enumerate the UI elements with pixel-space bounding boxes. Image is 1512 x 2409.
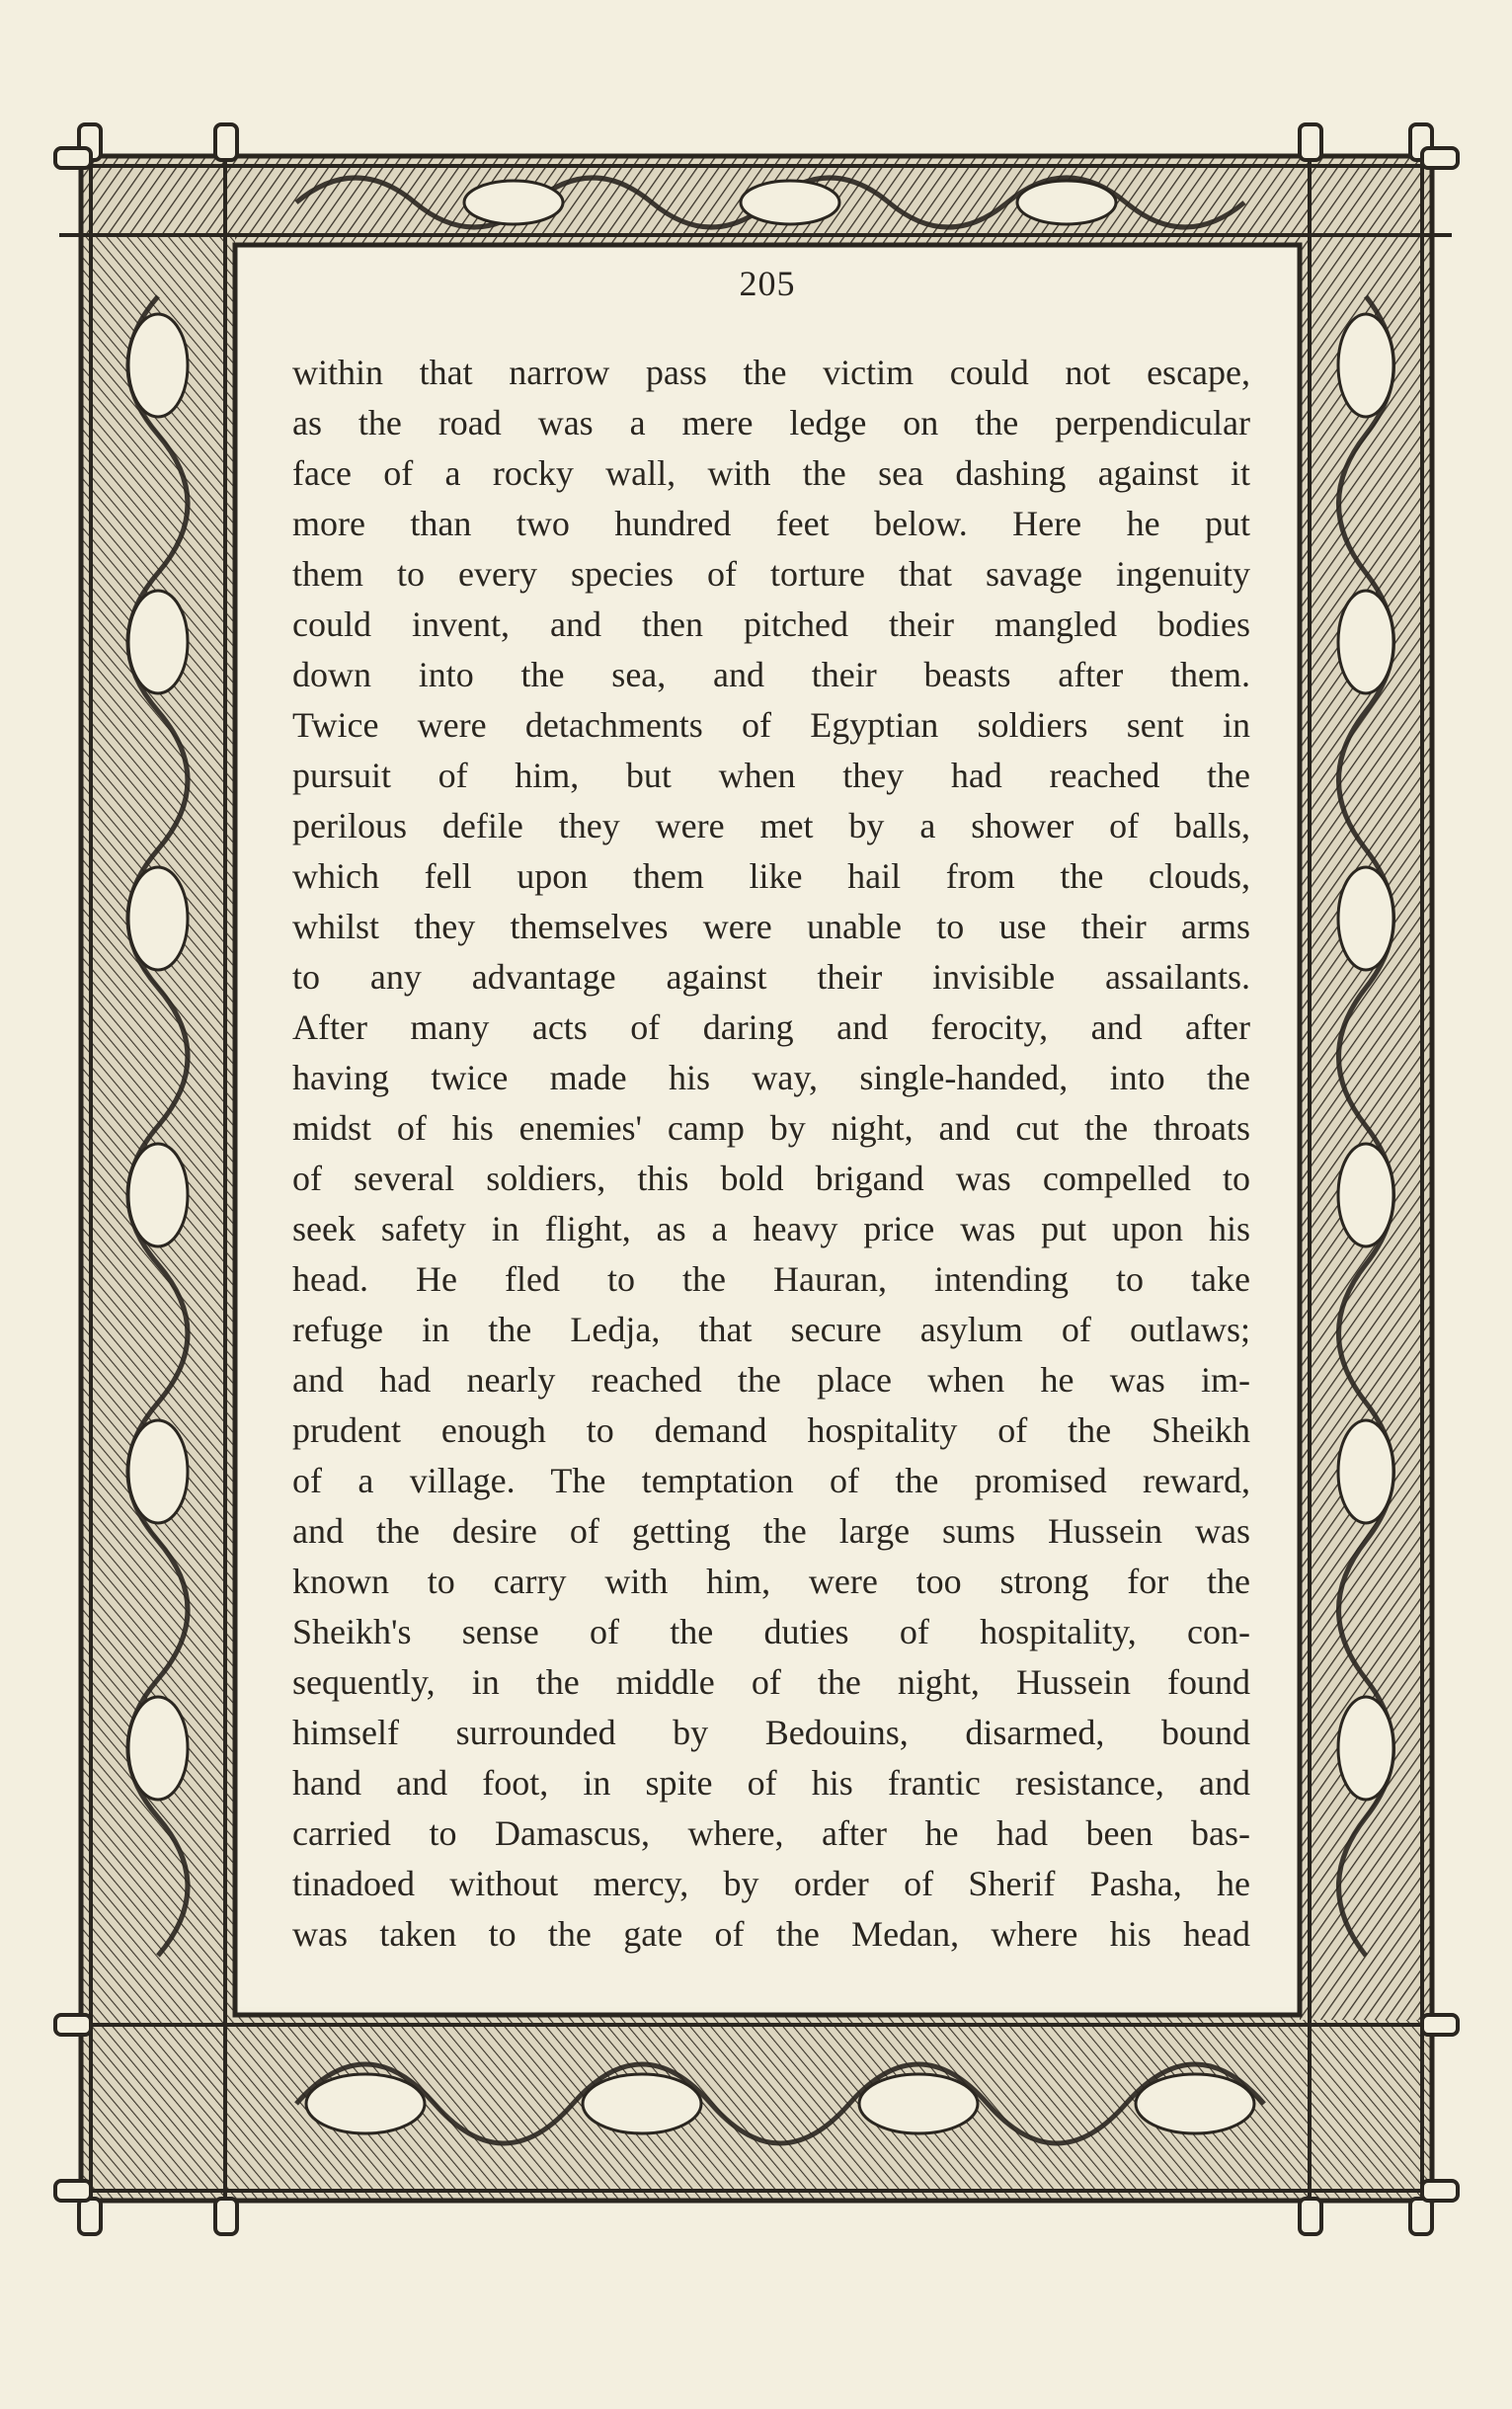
body-text <box>292 348 1250 1960</box>
text-line: and the desire of getting the large sums Hussein was <box>292 1511 1250 1551</box>
text-line: refuge in the Ledja, that secure asylum of outlaws; <box>292 1310 1250 1349</box>
text-line: could invent, and then pitched their mangled bodies <box>292 604 1250 644</box>
text-line: which fell upon them like hail from the clouds, <box>292 856 1250 896</box>
text-line: of several soldiers, this bold brigand was compelled to <box>292 1159 1250 1198</box>
page-number: 205 <box>739 264 796 303</box>
text-line: them to every species of torture that savage ingenuity <box>292 554 1250 594</box>
text-line: Sheikh's sense of the duties of hospitality, con- <box>292 1612 1250 1651</box>
text-line: perilous defile they were met by a shower of balls, <box>292 806 1250 845</box>
text-line: carried to Damascus, where, after he had been bas- <box>292 1813 1250 1853</box>
text-line: head. He fled to the Hauran, intending to take <box>292 1259 1250 1299</box>
text-line: within that narrow pass the victim could not escape, <box>292 353 1250 392</box>
text-line: of a village. The temptation of the promised reward, <box>292 1461 1250 1500</box>
text-line: face of a rocky wall, with the sea dashing against it <box>292 453 1250 493</box>
text-line: seek safety in flight, as a heavy price was put upon his <box>292 1209 1250 1248</box>
text-line: to any advantage against their invisible assailants. <box>292 957 1250 997</box>
text-line: more than two hundred feet below. Here he put <box>292 504 1250 543</box>
text-line: as the road was a mere ledge on the perpendicular <box>292 403 1250 442</box>
text-line: hand and foot, in spite of his frantic resistance, and <box>292 1763 1250 1803</box>
text-panel <box>239 249 1296 2007</box>
text-line: was taken to the gate of the Medan, where his head <box>292 1914 1250 1954</box>
text-line: Twice were detachments of Egyptian soldiers sent in <box>292 705 1250 745</box>
text-line: prudent enough to demand hospitality of the Sheikh <box>292 1410 1250 1450</box>
text-line: known to carry with him, were too strong for the <box>292 1562 1250 1601</box>
text-line: After many acts of daring and ferocity, and after <box>292 1007 1250 1047</box>
text-line: pursuit of him, but when they had reached the <box>292 756 1250 795</box>
text-line: himself surrounded by Bedouins, disarmed, bound <box>292 1713 1250 1752</box>
text-line: tinadoed without mercy, by order of Sherif Pasha, he <box>292 1864 1250 1903</box>
text-line: having twice made his way, single-handed, into the <box>292 1058 1250 1097</box>
text-line: and had nearly reached the place when he was im- <box>292 1360 1250 1400</box>
text-line: whilst they themselves were unable to use their arms <box>292 907 1250 946</box>
text-line: midst of his enemies' camp by night, and cut the throats <box>292 1108 1250 1148</box>
text-line: down into the sea, and their beasts after them. <box>292 655 1250 694</box>
text-line: sequently, in the middle of the night, Hussein found <box>292 1662 1250 1702</box>
